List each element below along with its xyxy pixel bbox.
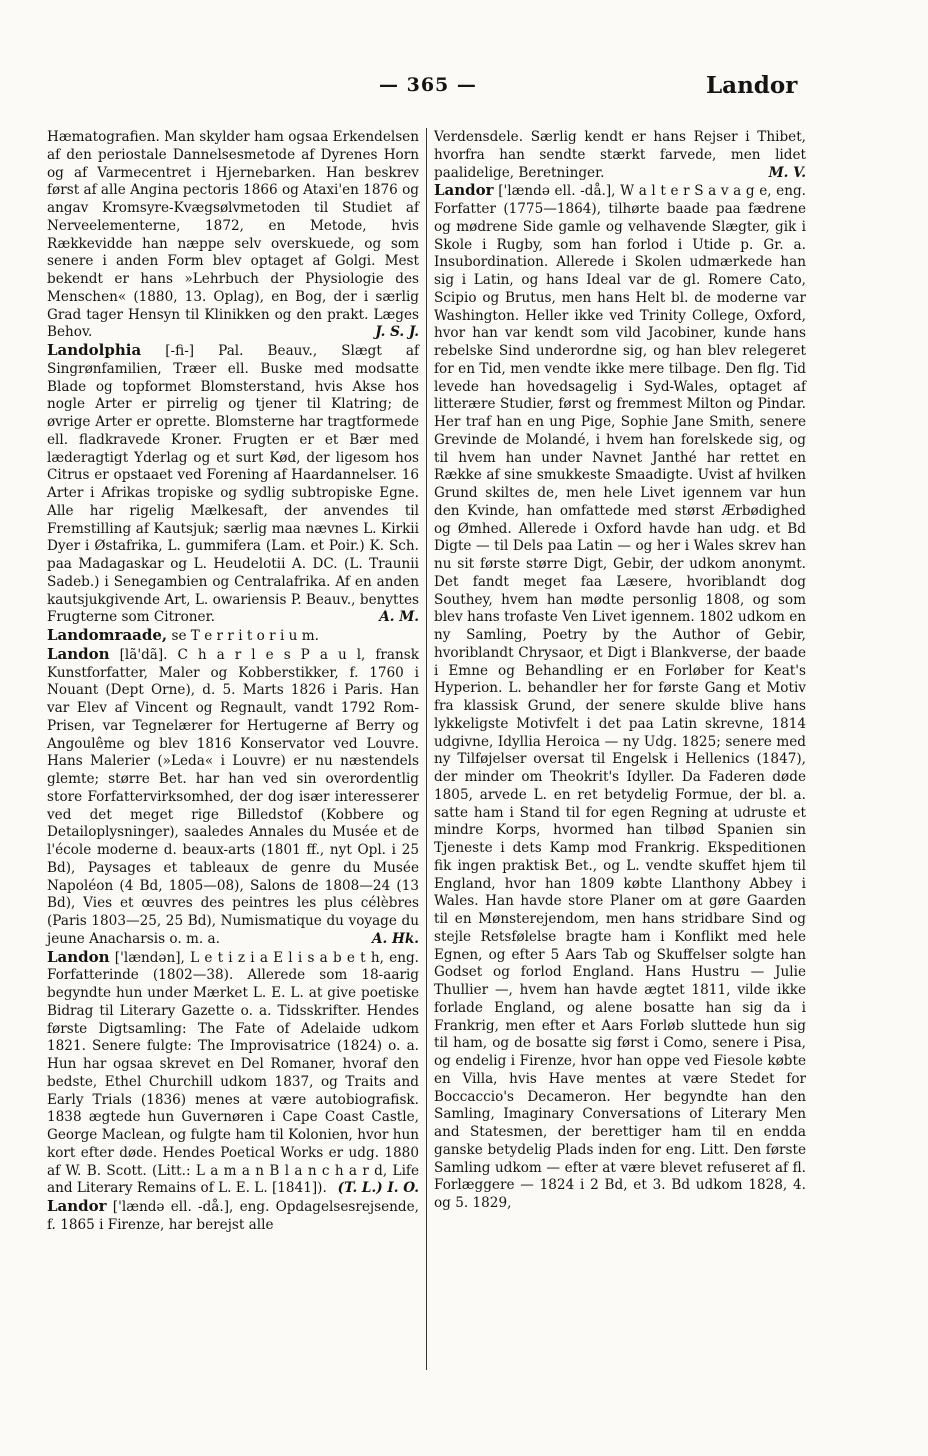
- entry: [47, 627, 419, 646]
- entry-signature: M. V.: [768, 164, 806, 181]
- entry: [47, 129, 419, 342]
- entry-headword: Landon: [47, 947, 110, 966]
- entry: [47, 342, 419, 627]
- entry-headword: Landolphia: [47, 341, 142, 359]
- entry: [434, 129, 806, 182]
- entry-headword: Landor: [434, 181, 494, 200]
- entry: [47, 949, 419, 1199]
- page-number: — 365 —: [379, 74, 477, 96]
- entry: [434, 182, 806, 1213]
- entry-signature: (T. L.) I. O.: [337, 1180, 419, 1197]
- entry-text: ['lændən], L e t i z i a E l i s a b e t h, eng. Forfatterinde (1802—38). Allerede som 18-aarig begyndte hun under Mærket L. E. L. at give poetiske Bidrag til Literary Gazette o. a. Tidsskrifter. Hendes første Digtsamling: The Fate of Adelaide udkom 1821. Senere fulgte: The Improvisatrice (1824) o. a. Hun har ogsaa skrevet en Del Romaner, hvoraf den bedste, Ethel Churchill udkom 1837, og Traits and Early Trials (1836) menes at være autobiografisk. 1838 ægtede hun Guvernøren i Cape Coast Castle, George Maclean, og fulgte ham til Kolonien, hvor hun kort efter døde. Hendes Poetical Works er udg. 1880 af W. B. Scott. (Litt.: L a m a n B l a n c h a r d, Life and Literary Remains of L. E. L. [1841]).: [47, 949, 419, 1197]
- entry-text: [-fi-] Pal. Beauv., Slægt af Singrønfamilien, Træer ell. Buske med modsatte Blade og topformet Blomsterstand, hvis Akse hos nogle Arter er pirrelig og tjener til Klatring; de øvrige Arter er oprette. Blomsterne har tragtformede ell. fladkravede Kroner. Frugten er et Bær med læderagtigt Yderlag og et surt Kød, der ligesom hos Citrus er opstaaet ved Forening af Haardannelser. 16 Arter i Afrikas tropiske og sydlig subtropiske Egne. Alle har rigelig Mælkesaft, der anvendes til Fremstilling af Kautsjuk; særlig maa nævnes L. Kirkii Dyer i Østafrika, L. gummifera (Lam. et Poir.) K. Sch. paa Madagaskar og L. Heudelotii A. DC. (L. Traunii Sadeb.) i Senegambien og Centralafrika. Af en anden kautsjukgivende Art, L. owariensis P. Beauv., benyttes Frugterne som Citroner.: [47, 343, 419, 626]
- column-divider: [426, 128, 427, 1370]
- running-head: Landor: [706, 72, 798, 99]
- entry-signature: A. M.: [379, 609, 419, 626]
- entry-text: se T e r r i t o r i u m.: [167, 628, 319, 644]
- entry-headword: Landomraade,: [47, 626, 168, 644]
- right-column: [434, 129, 806, 1213]
- page-header: [46, 72, 798, 108]
- entry-signature: A. Hk.: [371, 930, 419, 947]
- entry-text: [lã'dã]. C h a r l e s P a u l, fransk Kunstforfatter, Maler og Kobberstikker, f. 1760 i Nouant (Dept Orne), d. 5. Marts 1826 i Paris. Han var Elev af Vincent og Regnault, vandt 1792 Rom-Prisen, var Tegnelærer for Hertugerne af Berry og Angoulême og blev 1816 Konservator ved Louvre. Hans Malerier (»Leda« i Louvre) er nu næstendels glemte; større Bet. har han ved sin overordentlig store Forfattervirksomhed, der dog især interesserer ved det meget rige Billedstof (Kobbere og Detailoplysninger), saaledes Annales du Musée et de l'école moderne d. beaux-arts (1801 ff., nyt Opl. i 25 Bd), Paysages et tableaux de genre du Musée Napoléon (4 Bd, 1805—08), Salons de 1808—24 (13 Bd), Vies et œuvres des peintres les plus célèbres (Paris 1803—25, 25 Bd), Numismatique du voyage du jeune Anacharsis o. m. a.: [47, 646, 419, 947]
- entry-text: Hæmatografien. Man skylder ham ogsaa Erkendelsen af den periostale Dannelsesmetode af Dyrenes Horn og af Varmecentret i Hjernebarken. Han beskrev først af alle Angina pectoris 1866 og Ataxi'en 1876 og angav Kromsyre-Kvægsølvmetoden til Studiet af Nerveelementerne, 1872, en Metode, hvis Rækkevidde han næppe selv overskuede, og som senere i anden Form blev optaget af Golgi. Mest bekendt er hans »Lehrbuch der Physiologie des Menschen« (1880, 13. Oplag), en Bog, der i særlig Grad tager Hensyn til Klinikken og den prakt. Læges Behov.: [47, 129, 419, 341]
- entry-text: ['lændə ell. -då.], eng. Opdagelsesrejsende, f. 1865 i Firenze, har berejst alle: [47, 1199, 419, 1233]
- entry: [47, 646, 419, 949]
- entry-text: Verdensdele. Særlig kendt er hans Rejser i Thibet, hvorfra han sendte stærkt farvede, men lidet paalidelige, Beretninger.: [434, 129, 806, 181]
- entry: [47, 1198, 419, 1235]
- entry-signature: J. S. J.: [375, 324, 419, 341]
- entry-text: ['lændə ell. -då.], W a l t e r S a v a g e, eng. Forfatter (1775—1864), tilhørte baade paa fædrene og mødrene Side gamle og velhavende Slægter, gik i Skole i Rugby, som han forlod i Utide p. Gr. a. Insubordination. Allerede i Skolen udmærkede han sig i Latin, og hans Ideal var de gl. Romere Cato, Scipio og Brutus, men hans Helt bl. de moderne var Washington. Heller ikke ved Trinity College, Oxford, hvor han var kendt som vild Jacobiner, kunde hans rebelske Sind underordne sig, og han blev relegeret for en Tid, men vendte ikke mere tilbage. Den flg. Tid levede han hovedsagelig i Syd-Wales, optaget af litterære Studier, først og fremmest Milton og Pindar. Her traf han en ung Pige, Sophie Jane Smith, senere Grevinde de Molandé, i hvem han forelskede sig, og til hvem han under Navnet Janthé har rettet en Række af sine smukkeste Smaadigte. Uvist af hvilken Grund skiltes de, men hele Livet igennem var hun den Kvinde, han omfattede med størst Ærbødighed og Ømhed. Allerede i Oxford havde han udg. et Bd Digte — til Dels paa Latin — og her i Wales skrev han nu sit første større Digt, Gebir, der udkom anonymt. Det fandt meget faa Læsere, hvoriblandt dog Southey, hvem han mødte personlig 1808, og som blev hans trofaste Ven Livet igennem. 1802 udkom en ny Samling, Poetry by the Author of Gebir, hvoriblandt Chrysaor, et Digt i Blankverse, der baade i Emne og Behandling er en Forløber for Keat's Hyperion. L. behandler her for første Gang et Motiv fra klassisk Grund, der senere skulde blive hans lykkeligste Motivfelt i det paa Latin skrevne, 1814 udgivne, Idyllia Heroica — ny Udg. 1825; senere med ny Tilføjelser oversat til Engelsk i Hellenics (1847), der minder om Theokrit's Idyller. Da Faderen døde 1805, arvede L. en ret betydelig Formue, der bl. a. satte ham i Stand til for egen Regning at udruste et mindre Korps, hvormed han tilbød Spanien sin Tjeneste i dets Kamp mod Frankrig. Ekspeditionen fik ingen praktisk Bet., og L. vendte skuffet hjem til England, hvor han 1809 købte Llanthony Abbey i Wales. Han havde store Planer om at gøre Gaarden til en Mønsterejendom, men hans stridbare Sind og stejle Retsfølelse bragte ham i Konflikt med hele Egnen, og efter 5 Aars Tab og Skuffelser solgte han Godset og forlod England. Hans Hustru — Julie Thullier —, hvem han havde ægtet 1811, vilde ikke forlade England, og alene bosatte han sig da i Frankrig, men efter et Aars Forløb sluttede hun sig til ham, og de bosatte sig først i Como, senere i Pisa, og endelig i Firenze, hvor han oppe ved Fiesole købte en Villa, hvis Have mentes at være Stedet for Boccaccio's Decameron. Her begyndte han den Samling, Imaginary Conversations of Literary Men and Statesmen, der berettiger ham til en endda ganske betydelig Plads inden for eng. Litt. Den første Samling udkom — efter at være blevet refuseret af fl. Forlæggere — 1824 i 2 Bd, et 3. Bd udkom 1828, 4. og 5. 1829,: [434, 183, 806, 1211]
- left-column: [47, 129, 419, 1235]
- entry-headword: Landon: [47, 644, 110, 663]
- entry-headword: Landor: [47, 1197, 107, 1215]
